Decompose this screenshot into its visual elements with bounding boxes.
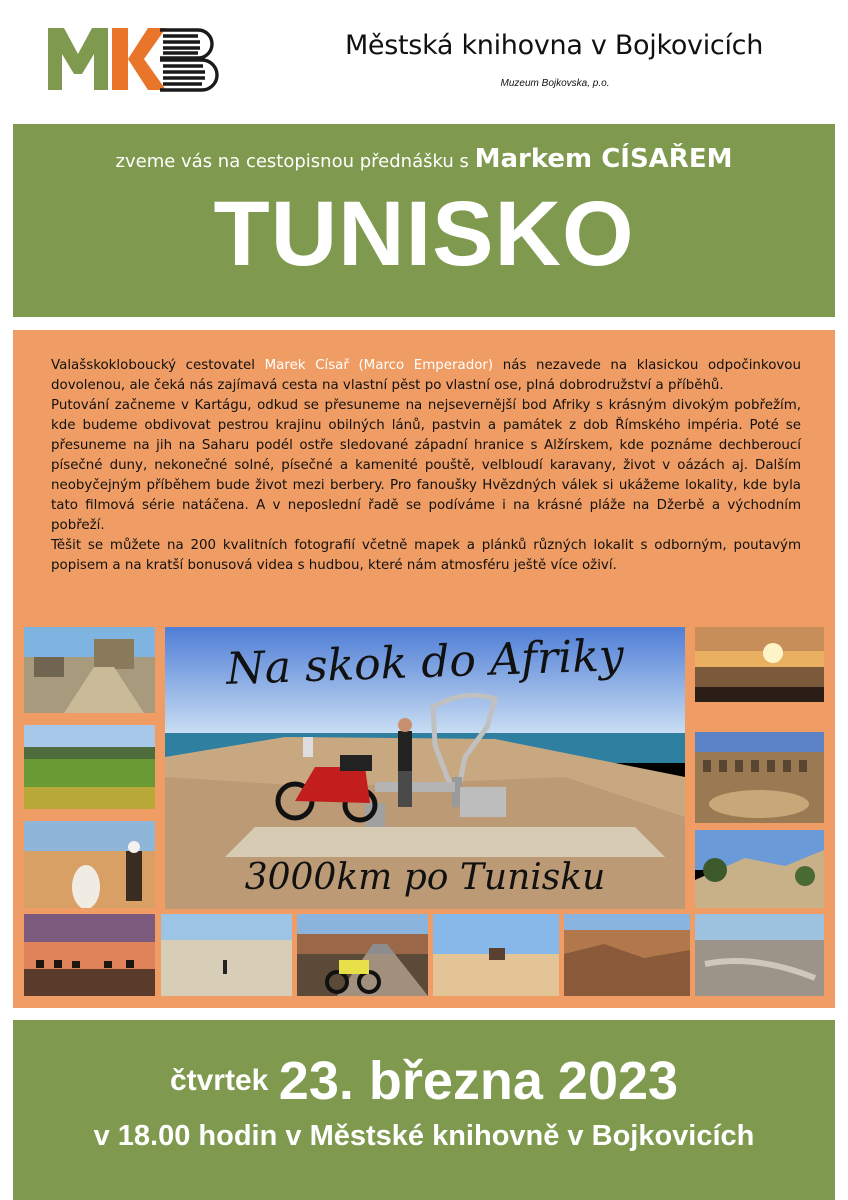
photo-roman-ruins	[24, 627, 155, 713]
photo-sunset-camels	[24, 914, 155, 996]
event-banner	[13, 1020, 835, 1200]
photo-motorbike-road	[297, 914, 428, 996]
photo-salt-flat	[161, 914, 292, 996]
photo-camel-desert	[24, 821, 155, 908]
photo-gravel-plain	[695, 914, 824, 996]
invitation-line	[13, 144, 835, 174]
museum-name: Muzeum Bojkovska, p.o.	[500, 78, 610, 89]
desc-intro: Valašskokloboucký cestovatel	[51, 358, 265, 373]
photo-oasis-hills	[695, 830, 824, 908]
poster-footline: 3000km po Tunisku	[244, 857, 606, 898]
description-text	[51, 356, 801, 576]
event-time-place: v 18.00 hodin v Městské knihovně v Bojkovicích	[93, 1120, 755, 1152]
photo-rocky-canyon	[564, 914, 690, 996]
poster-main-photo	[165, 627, 685, 909]
photo-sunset-sea	[695, 627, 824, 702]
photo-colosseum	[695, 732, 824, 823]
poster-headline: Na skok do Afriky	[225, 630, 625, 695]
photo-green-fields	[24, 725, 155, 809]
photo-camel-dunes	[433, 914, 559, 996]
desc-itinerary: Putování začneme v Kartágu, odkud se přesuneme na nejsevernější bod Afriky s krásným divokým pobřežím, kde budeme obdivovat pestrou krajinu obilných lánů, pastvin a památek z dob Římského impéria. Poté se přesuneme na jih na Saharu podél ostře sledované západní hranice s Alžírskem, kde poznáme dechberoucí písečné duny, nekonečné solné, písečné a kamenité pouště, velbloudí karavany, život v oázách aj. Dalším neobyčejným příběhem bude život mezi berbery. Pro fanoušky Hvězdných válek si ukážeme lokality, kde byla tato filmová série natáčena. A v neposlední řadě se podíváme i na krásné pláže na Džerbě a východním pobřeží.	[51, 398, 801, 533]
library-name: Městská knihovna v Bojkovicích	[344, 30, 764, 61]
invitation-prefix: zveme vás na cestopisnou přednášku s	[115, 151, 475, 172]
speaker-name: Markem CÍSAŘEM	[474, 144, 733, 174]
title-banner	[13, 124, 835, 317]
event-title: TUNISKO	[213, 183, 635, 285]
event-date: 23. března 2023	[278, 1051, 679, 1111]
desc-closing: Těšit se můžete na 200 kvalitních fotografií včetně mapek a plánků různých lokalit s odborným, poutavým popisem a na kratší bonusová videa s hudbou, které nám atmosféru ještě více oživí.	[51, 538, 801, 573]
event-date-line	[13, 1050, 835, 1112]
desc-intro-end: nás nezavede na klasickou odpočinkovou dovolenou, ale čeká nás zajímavá cesta na vlastní pěst po vlastní ose, plná dobrodružství a příběhů.	[51, 358, 801, 393]
library-logo	[48, 24, 223, 94]
traveller-name: Marek Císař (Marco Emperador)	[264, 358, 494, 373]
event-day: čtvrtek	[169, 1064, 269, 1097]
